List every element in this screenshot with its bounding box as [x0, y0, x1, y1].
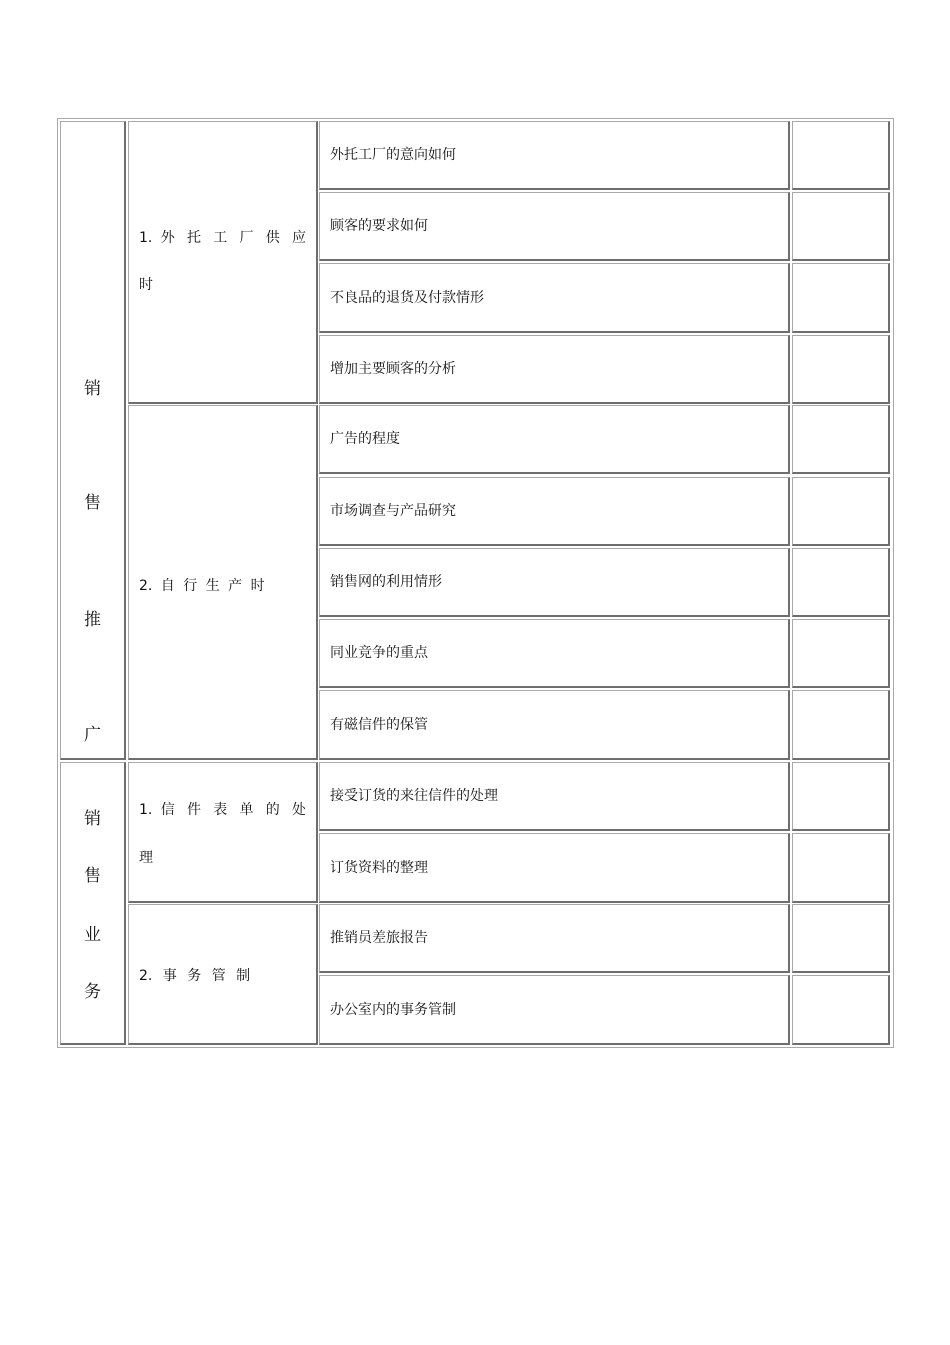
- group-title-cell: [128, 405, 318, 760]
- check-cell[interactable]: [792, 690, 890, 760]
- item-cell: [319, 335, 790, 404]
- section-label-char: 广: [84, 725, 101, 745]
- item-cell: [319, 405, 790, 474]
- check-cell[interactable]: [792, 192, 890, 261]
- item-text: 增加主要顾客的分析: [330, 361, 456, 377]
- group-title: 2. 事 务 管 制: [139, 968, 251, 984]
- item-text: 销售网的利用情形: [330, 574, 442, 590]
- item-cell: [319, 121, 790, 190]
- item-text: 办公室内的事务管制: [330, 1001, 456, 1018]
- group-title: 2. 自 行 生 产 时: [139, 578, 265, 594]
- section-label-char: 售: [84, 866, 101, 886]
- section-label-cell: [60, 121, 126, 760]
- section-label-char: 业: [84, 925, 101, 945]
- group-title: 1. 外 托 工 厂 供 应: [139, 230, 306, 246]
- item-cell: [319, 619, 790, 688]
- item-text: 市场调查与产品研究: [330, 503, 456, 519]
- check-cell[interactable]: [792, 405, 890, 474]
- check-cell[interactable]: [792, 904, 890, 973]
- check-cell[interactable]: [792, 335, 890, 404]
- check-cell[interactable]: [792, 121, 890, 190]
- section-label-char: 销: [84, 379, 101, 399]
- item-text: 订货资料的整理: [330, 859, 428, 876]
- group-title-cont: 时: [139, 277, 153, 293]
- check-cell[interactable]: [792, 833, 890, 903]
- item-cell: [319, 548, 790, 617]
- group-title-cont: 理: [139, 850, 153, 866]
- item-text: 广告的程度: [330, 431, 400, 447]
- item-cell: [319, 477, 790, 546]
- check-cell[interactable]: [792, 762, 890, 831]
- check-cell[interactable]: [792, 975, 890, 1045]
- item-text: 接受订货的来往信件的处理: [330, 788, 498, 804]
- section-label-char: 销: [84, 809, 101, 829]
- section-label-cell: [60, 762, 126, 1045]
- section-label-char: 务: [84, 982, 101, 1002]
- item-cell: [319, 904, 790, 973]
- check-cell[interactable]: [792, 263, 890, 333]
- section-label-char: 售: [84, 493, 101, 513]
- item-cell: [319, 192, 790, 261]
- item-cell: [319, 975, 790, 1045]
- item-cell: [319, 690, 790, 760]
- check-cell[interactable]: [792, 477, 890, 546]
- item-cell: [319, 762, 790, 831]
- group-title-cell: [128, 762, 318, 903]
- item-text: 顾客的要求如何: [330, 218, 428, 234]
- check-cell[interactable]: [792, 619, 890, 688]
- item-cell: [319, 263, 790, 333]
- item-text: 有磁信件的保管: [330, 716, 428, 733]
- check-cell[interactable]: [792, 548, 890, 617]
- section-label-char: 推: [84, 610, 101, 630]
- item-text: 不良品的退货及付款情形: [330, 289, 484, 306]
- item-text: 同业竞争的重点: [330, 645, 428, 661]
- group-title-cell: [128, 121, 318, 404]
- group-title: 1. 信 件 表 单 的 处: [139, 802, 306, 818]
- item-text: 外托工厂的意向如何: [330, 147, 456, 163]
- item-cell: [319, 833, 790, 903]
- item-text: 推销员差旅报告: [330, 930, 428, 946]
- group-title-cell: [128, 904, 318, 1045]
